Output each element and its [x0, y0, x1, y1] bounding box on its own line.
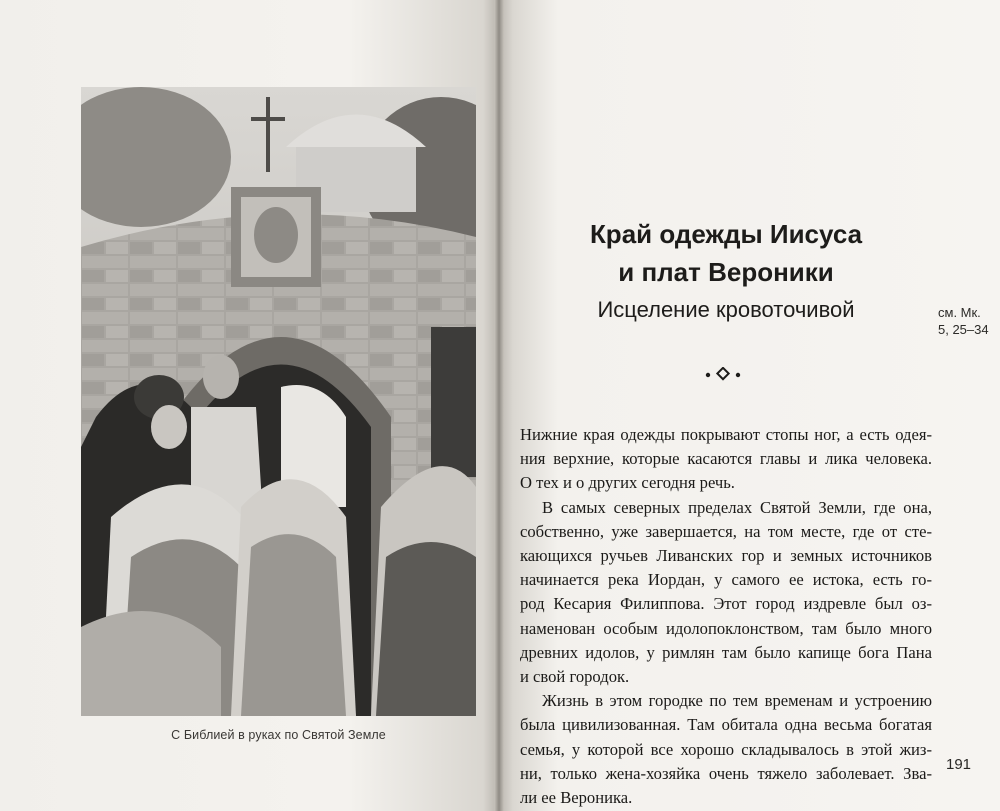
ornament-diamond	[717, 368, 728, 379]
body-line: ни, только жена-хозяйка очень тяжело заболевает. Зва-	[520, 763, 932, 783]
photo-caption: С Библией в руках по Святой Земле	[171, 728, 386, 742]
chapter-subtitle: Исцеление кровоточивой	[597, 297, 855, 322]
chapter-body-text	[520, 423, 932, 810]
ornament-dot-left	[706, 373, 710, 377]
body-line: Жизнь в этом городке по тем временам и устроению	[542, 691, 932, 711]
ornament-dot-right	[736, 373, 740, 377]
body-line: древних идолов, у римлян там было капище бога Пана	[520, 642, 932, 662]
photo-illustration	[81, 87, 476, 716]
scripture-reference-line-1: см. Мк.	[938, 305, 981, 320]
body-line: О тех и о других сегодня речь.	[520, 473, 735, 493]
chapter-title	[520, 215, 932, 291]
body-line: Нижние края одежды покрывают стопы ног, а есть одея-	[520, 425, 932, 444]
book-gutter	[494, 0, 504, 811]
chapter-title-line-1: Край одежды Иисуса	[589, 219, 863, 249]
scripture-reference-line-2: 5, 25–34	[938, 322, 989, 337]
body-line: и свой городок.	[520, 667, 630, 687]
chapter-title-line-2: и плат Вероники	[618, 257, 834, 287]
body-line: В самых северных пределах Святой Земли, где она,	[542, 497, 932, 517]
body-line: ли ее Вероника.	[520, 788, 633, 808]
body-line: начинается река Иордан, у самого ее истока, есть го-	[520, 570, 932, 590]
body-line: семья, у которой все хорошо складывалось в этой жиз-	[520, 739, 932, 759]
body-line: наменован особым идолопоклонством, там было много	[520, 618, 932, 638]
body-line: кающихся ручьев Ливанских гор и земных источников	[520, 546, 932, 566]
page-number: 191	[946, 756, 972, 773]
body-line: была цивилизованная. Там обитала одна весьма богатая	[520, 715, 932, 735]
photo-pilgrims-at-shrine	[81, 87, 476, 716]
scripture-reference	[938, 304, 998, 338]
body-line: ния верхние, которые касаются главы и лика человека.	[520, 449, 932, 469]
ornament-divider	[700, 367, 750, 383]
body-line: собственно, уже завершается, на том месте, где от сте-	[520, 521, 932, 541]
body-line: род Кесария Филиппова. Этот город издревле был оз-	[520, 594, 932, 614]
